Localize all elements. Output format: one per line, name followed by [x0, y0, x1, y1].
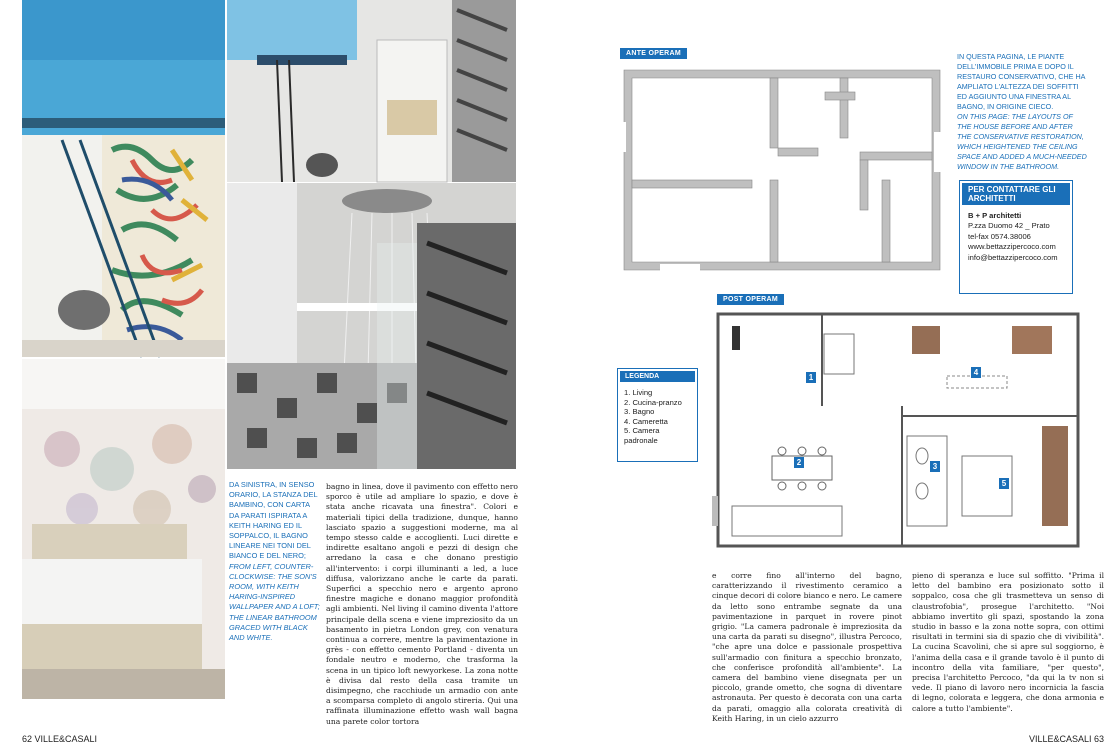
legend-title: LEGENDA: [620, 371, 695, 382]
contact-address: P.zza Duomo 42 _ Prato: [968, 221, 1050, 231]
room-number-3: 3: [930, 461, 940, 472]
plans-caption-english: ON THIS PAGE: THE LAYOUTS OF THE HOUSE BEFORE AND AFTER THE CONSERVATIVE RESTORATION, WHICH HEIGHTENED THE CEILING SPACE AND ADDED A MUCH-NEEDED WINDOW IN THE BATHROOM.: [957, 112, 1087, 171]
legend-item: 4. Cameretta: [624, 416, 668, 426]
legend-item: 5. Camera padronale: [624, 426, 660, 445]
bedroom-photo: [22, 359, 225, 699]
contact-box: [959, 180, 1073, 294]
right-body-col-2: pieno di speranza e luce sul soffitto. "Prima il letto del bambino era posizionato sotto il soppalco, cosa che gli trasmetteva un senso di claustrofobia", prosegue l'architetto. "Noi abbiamo invertito gli spazi, spostando la zona studio in basso e la zona notte sopra, con ottimi risultati in termini sia di spazio che di vivibilità". La cucina Scavolini, che si apre sul soggiorno, è l'anima della casa e il grande tavolo è il punto di incontro della vita familiare, "per questo", precisa l'architetto Percoco, "da qui la tv non si vede. Il piano di lavoro nero incornicia la fascia di legno, colorata e leggera, che dona armonia e calore a tutto l'ambiente".: [912, 571, 1104, 713]
room-number-1: 1: [806, 372, 816, 383]
contact-firm: B + P architetti: [968, 211, 1022, 220]
contact-title: PER CONTATTARE GLI ARCHITETTI: [962, 183, 1070, 205]
right-folio: VILLE&CASALI 63: [1028, 734, 1104, 744]
room-number-2: 2: [794, 457, 804, 468]
caption-italian: DA SINISTRA, IN SENSO ORARIO, LA STANZA DEL BAMBINO, CON CARTA DA PARATI ISPIRATA A KEITH HARING ED IL SOPPALCO, IL BAGNO LINEARE NEI TONI DEL BIANCO E DEL NERO;: [229, 480, 318, 561]
contact-web[interactable]: www.bettazzipercoco.com: [968, 242, 1056, 252]
plans-caption: [957, 52, 1087, 172]
legend-box: [617, 368, 698, 462]
plans-caption-italian: IN QUESTA PAGINA, LE PIANTE DELL'IMMOBILE PRIMA E DOPO IL RESTAURO CONSERVATIVO, CHE HA AMPLIATO L'ALTEZZA DEI SOFFITTI ED AGGIUNTO UNA FINESTRA AL BAGNO, IN ORIGINE CIECO.: [957, 52, 1086, 111]
legend-item: 3. Bagno: [624, 407, 655, 417]
bathroom-loft-photo: [227, 0, 516, 182]
caption-english: FROM LEFT, COUNTER-CLOCKWISE: THE SON'S ROOM, WITH KEITH HARING-INSPIRED WALLPAPER AND A LOFT; THE LINEAR BATHROOM GRACED WITH BLACK AND WHITE.: [229, 561, 320, 643]
ante-operam-tag: ANTE OPERAM: [620, 48, 687, 59]
room-number-4: 4: [971, 367, 981, 378]
legend-item: 2. Cucina-pranzo: [624, 397, 682, 407]
shower-photo: [227, 183, 516, 469]
contact-email[interactable]: info@bettazzipercoco.com: [968, 252, 1058, 262]
floorplan-before: [620, 62, 946, 272]
room-number-5: 5: [999, 478, 1009, 489]
legend-item: 1. Living: [624, 388, 653, 397]
right-body-col-1: e corre fino all'interno del bagno, caratterizzando il rivestimento ceramico a cinque decori di colore bianco e nero. Le camere da letto sono entrambe segnate da una pavimentazione in parquet in rovere pinot grigio. "La camera padronale è impreziosita da una carta da parati su disegno", illustra Percoco, "che apre una dolce e passionale prospettiva sull'armadio con finitura a specchio bronzato, che conferisce profondità all'ambiente". La camera del bambino viene disegnata per un piccolo, grande ometto, che sogna di diventare astronauta. Per questo è decorata con una carta da parati, omaggio alla colorata creatività di Keith Haring, in un cielo azzurro: [712, 571, 902, 723]
contact-phone: tel-fax 0574.38006: [968, 231, 1031, 241]
left-folio: 62 VILLE&CASALI: [22, 734, 98, 744]
floorplan-after: [712, 306, 1084, 552]
left-body-text: bagno in linea, dove il pavimento con effetto nero sporco è utile ad ampliare lo spazio, e dove è stata anche ricavata una finestra". Colori e materiali tipici della tradizione, dunque, hanno lasciato spazio a suggestioni moderne, ma al tempo stesso calde e accoglienti. Luci dirette e indirette esaltano angoli e pezzi di design che arredano la casa e che donano prestigio all'intervento: i corpi illuminanti a led, a luce diffusa, valorizzano anche le carte da parati. Superfici a specchio nero e argento aprono finestre magiche e donano maggior profondità agli ambienti. Nel living il camino diventa l'attore principale della scena e viene impreziosito da un basamento in pietra London grey, con venatura continua a correre, mentre la pavimentazione in grès - con effetto cemento Portland - diventa un fondale neutro e moderno, che trasforma la scena in un tipico loft newyorkese. La zona notte è divisa dal resto della casa tramite un disimpegno, che racchiude un armadio con ante a scomparsa completo di angolo stireria. Qui una raffinata illuminazione effetto wash wall bagna una parete color tortora: [326, 482, 518, 726]
photo-caption: [229, 480, 321, 643]
kids-room-photo: [22, 0, 225, 357]
post-operam-tag: POST OPERAM: [717, 294, 784, 305]
